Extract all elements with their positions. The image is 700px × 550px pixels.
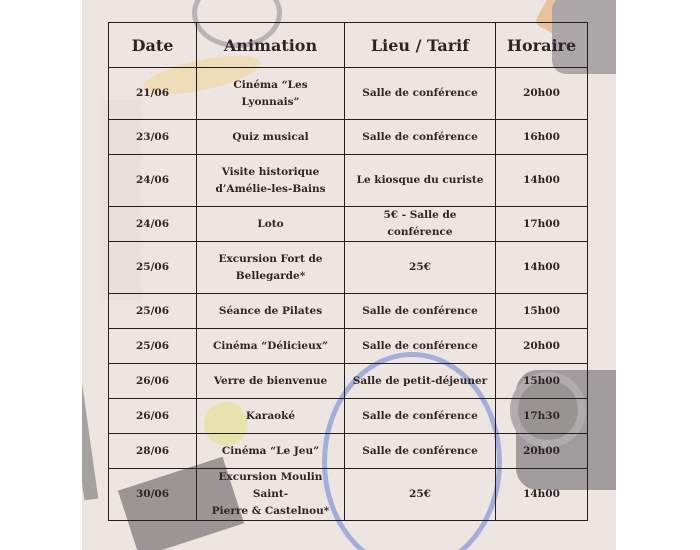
cell-lieu: 25€ [345,242,496,294]
cell-lieu: 5€ - Salle de conférence [345,207,496,242]
cell-date: 24/06 [109,155,197,207]
activity-schedule-table [108,22,588,521]
cell-date: 25/06 [109,294,197,329]
table-row [109,329,588,364]
cell-horaire: 15h00 [496,294,588,329]
cell-animation-line: Visite historique [221,165,320,178]
cell-date: 28/06 [109,434,197,469]
cell-animation-line: Excursion Moulin Saint- [218,471,323,500]
table-row [109,434,588,469]
cell-animation [197,469,345,521]
cell-lieu: 25€ [345,469,496,521]
cell-animation: Séance de Pilates [197,294,345,329]
cell-horaire: 14h00 [496,155,588,207]
cell-horaire: 16h00 [496,120,588,155]
cell-lieu: Salle de conférence [345,329,496,364]
cell-date: 26/06 [109,399,197,434]
table-row [109,469,588,521]
cell-animation: Loto [197,207,345,242]
table-row [109,68,588,120]
cell-horaire: 20h00 [496,68,588,120]
cell-animation-line: d’Amélie-les-Bains [215,182,326,195]
cell-horaire: 17h00 [496,207,588,242]
cell-animation-line: Excursion Fort de [218,252,323,265]
cell-date: 26/06 [109,364,197,399]
cell-horaire: 15h00 [496,364,588,399]
cell-lieu: Salle de conférence [345,399,496,434]
table-row [109,120,588,155]
table-row [109,242,588,294]
table-row [109,207,588,242]
cell-date: 25/06 [109,329,197,364]
cell-lieu: Le kiosque du curiste [345,155,496,207]
cell-horaire: 20h00 [496,434,588,469]
cell-lieu: Salle de conférence [345,434,496,469]
cell-animation: Cinéma “Le Jeu” [197,434,345,469]
table-row [109,364,588,399]
table-row [109,294,588,329]
cell-horaire: 14h00 [496,242,588,294]
table-header-row [109,23,588,68]
cell-date: 21/06 [109,68,197,120]
cell-date: 30/06 [109,469,197,521]
cell-lieu: Salle de petit-déjeuner [345,364,496,399]
cell-animation: Cinéma “Les Lyonnais” [197,68,345,120]
header-horaire: Horaire [496,23,588,68]
cell-date: 23/06 [109,120,197,155]
header-lieu-tarif: Lieu / Tarif [345,23,496,68]
cell-horaire: 20h00 [496,329,588,364]
cell-horaire: 14h00 [496,469,588,521]
cell-date: 24/06 [109,207,197,242]
cell-animation [197,155,345,207]
cell-horaire: 17h30 [496,399,588,434]
cell-animation: Quiz musical [197,120,345,155]
cell-date: 25/06 [109,242,197,294]
header-animation: Animation [197,23,345,68]
table-row [109,155,588,207]
cell-animation: Verre de bienvenue [197,364,345,399]
cell-animation [197,242,345,294]
cell-animation-line: Pierre & Castelnou* [211,505,330,517]
table-row [109,399,588,434]
cell-lieu: Salle de conférence [345,294,496,329]
cell-animation: Cinéma “Délicieux” [197,329,345,364]
cell-animation: Karaoké [197,399,345,434]
cell-animation-line: Bellegarde* [235,269,306,282]
header-date: Date [109,23,197,68]
cell-lieu: Salle de conférence [345,120,496,155]
cell-lieu: Salle de conférence [345,68,496,120]
